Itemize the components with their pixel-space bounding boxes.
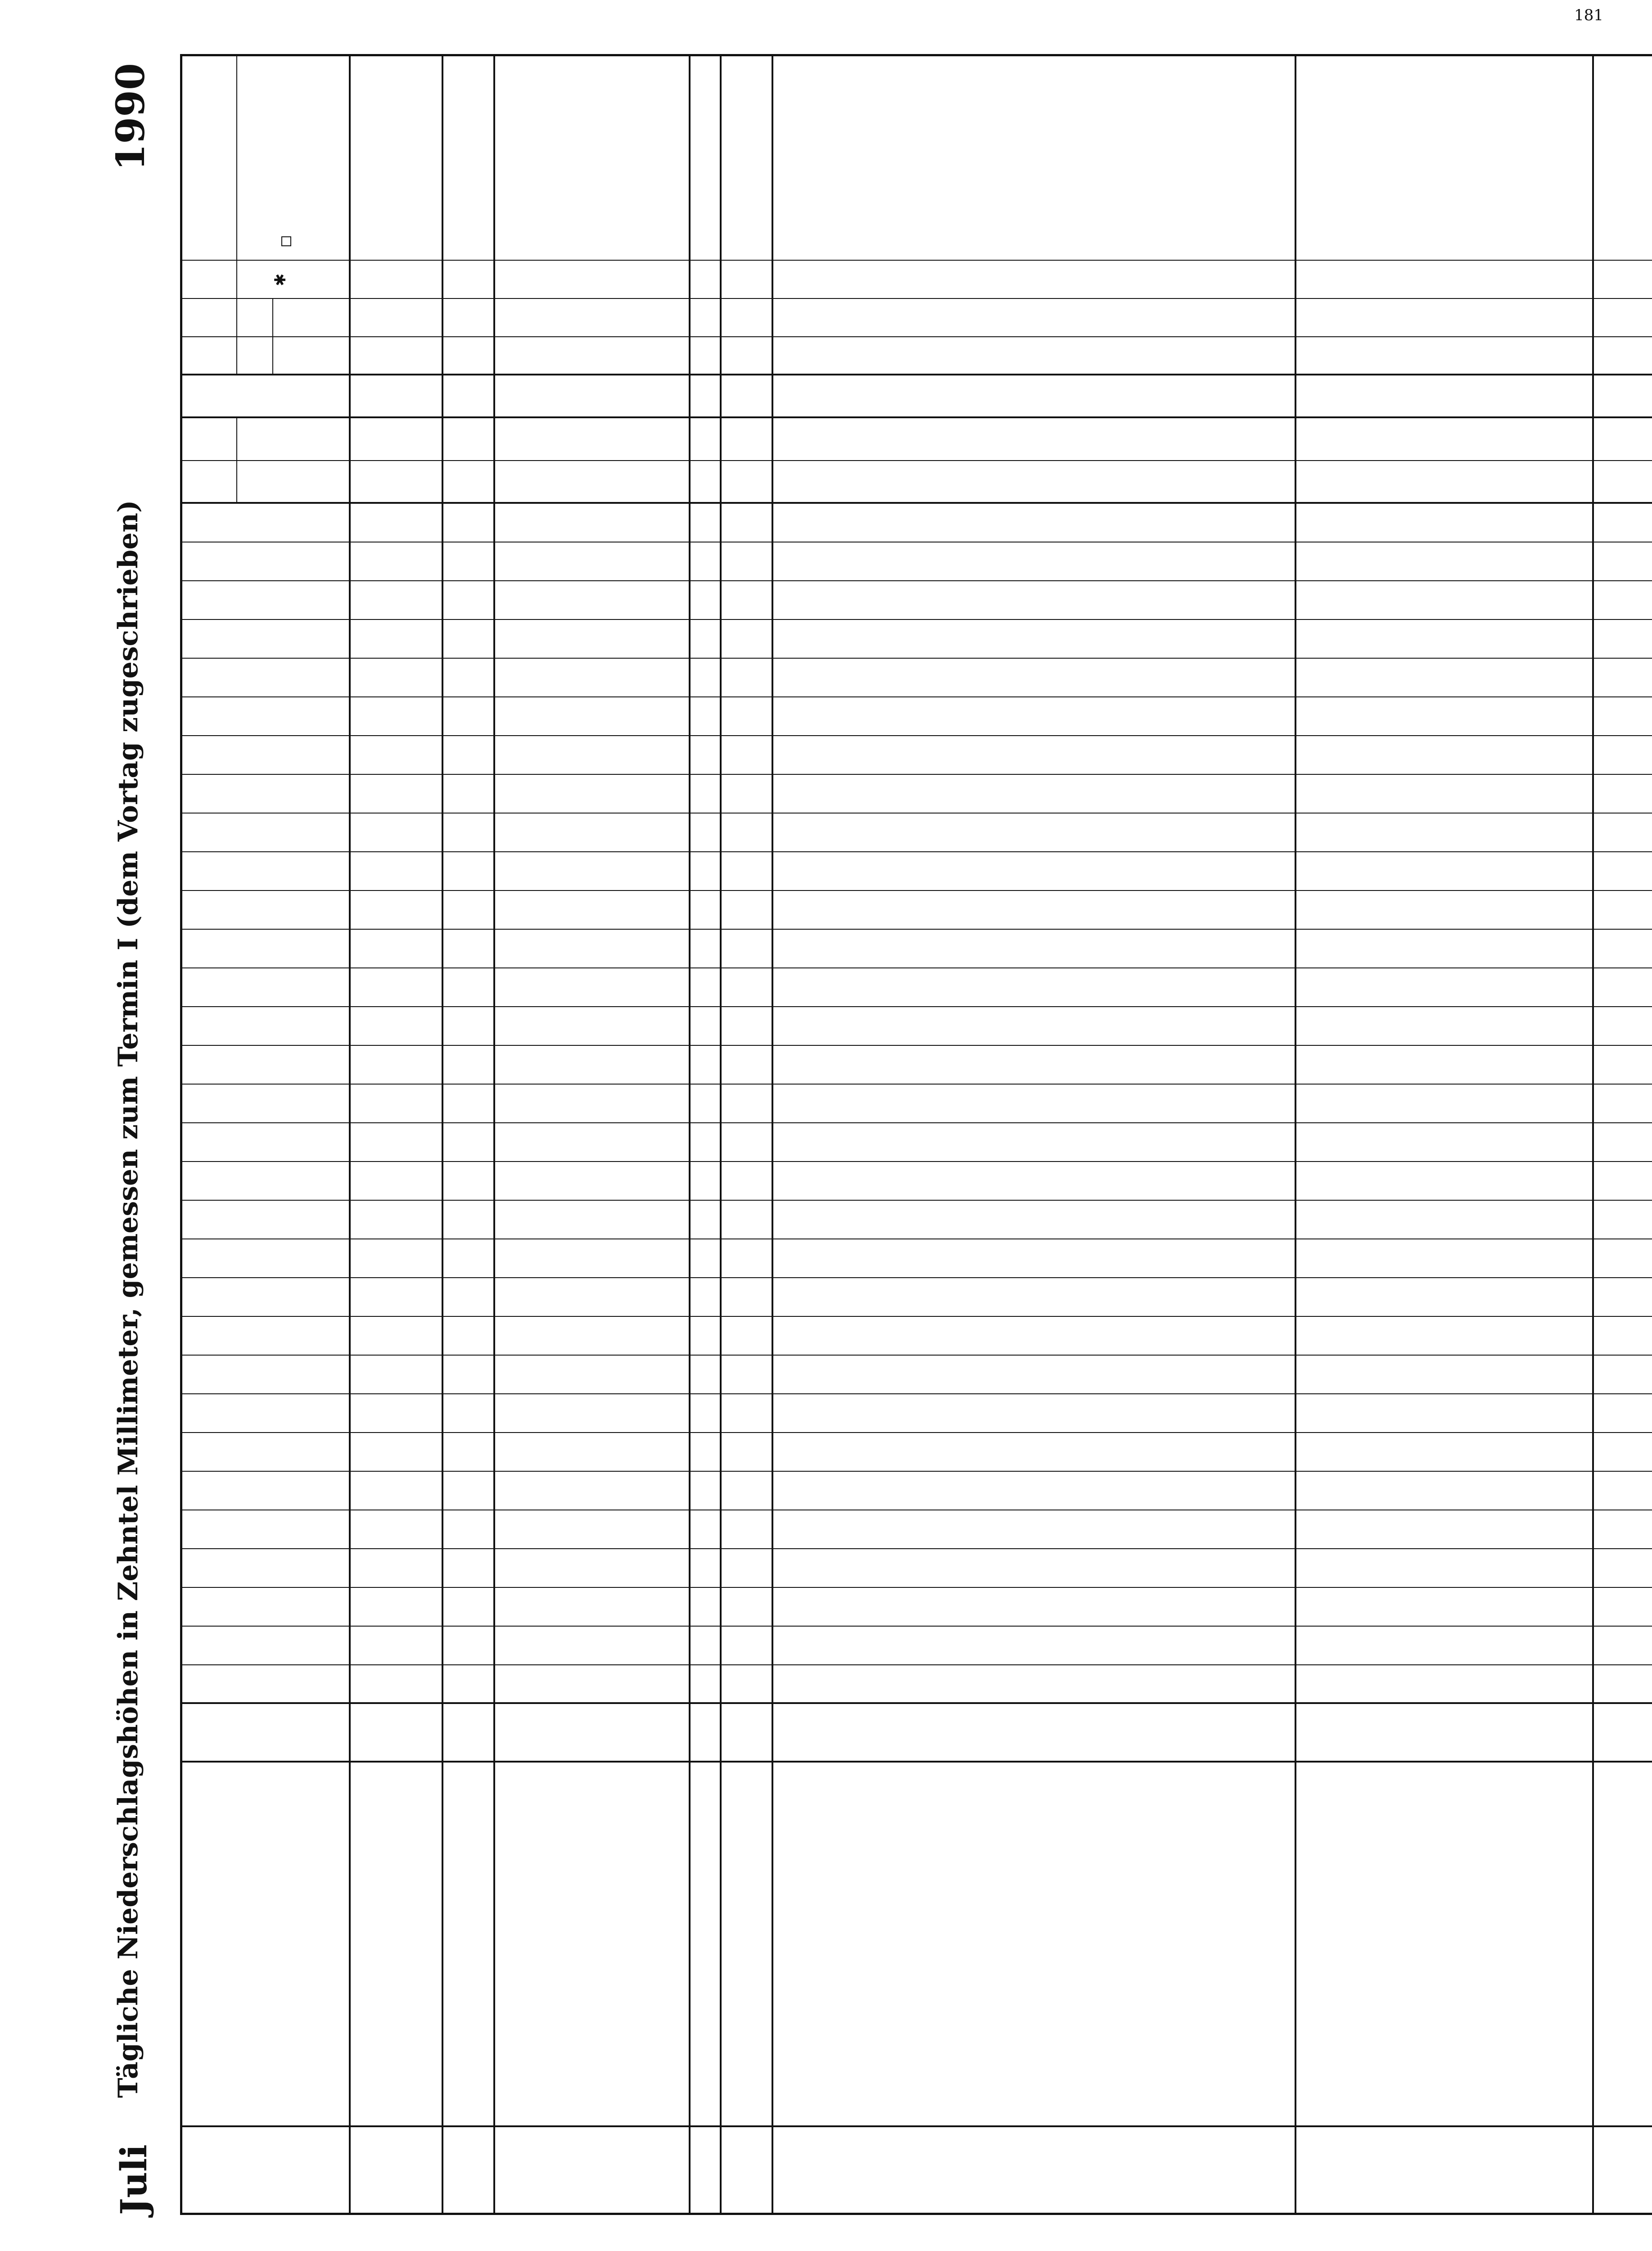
row-rule (493, 56, 495, 2213)
row-rule (349, 56, 351, 2213)
column-rule (182, 1084, 1652, 1085)
rotated-table-page (95, 54, 1652, 2215)
column-rule (182, 967, 1652, 968)
column-rule (182, 1355, 1652, 1356)
column-rule (182, 1626, 1652, 1627)
row-rule (720, 56, 722, 2213)
title-bar (95, 54, 176, 2215)
column-rule (182, 1393, 1652, 1394)
data-table (180, 54, 1652, 2215)
row-rule (689, 56, 691, 2213)
column-rule (182, 336, 1652, 337)
column-rule (182, 1122, 1652, 1123)
column-rule (182, 1316, 1652, 1317)
column-rule (182, 1277, 1652, 1278)
column-rule (182, 774, 1652, 775)
column-rule (182, 1761, 1652, 1763)
basin-label (1301, 2127, 1586, 2213)
column-rule (182, 851, 1652, 852)
basin-label (778, 2127, 1288, 2213)
thunder-box-icon (281, 236, 291, 246)
column-rule (182, 416, 1652, 418)
column-rule (182, 1200, 1652, 1201)
column-rule (182, 260, 1652, 261)
row-rule (772, 56, 773, 2213)
column-rule (182, 1045, 1652, 1046)
row-rule (236, 56, 237, 375)
column-rule (182, 502, 1652, 504)
column-rule (182, 1587, 1652, 1588)
column-rule (182, 696, 1652, 697)
column-rule (182, 580, 1652, 581)
basin-label (695, 2127, 714, 2213)
column-rule (182, 1548, 1652, 1549)
column-rule (182, 298, 1652, 299)
page-number: 181 (1574, 6, 1603, 24)
column-rule (182, 929, 1652, 930)
column-rule (182, 813, 1652, 814)
row-rule (442, 56, 443, 2213)
column-rule (182, 1006, 1652, 1007)
table-title: Tägliche Niederschlagshöhen in Zehntel Millimeter, gemessen zum Termin I (dem Vortag zugeschrieben) (113, 500, 144, 2098)
snow-icon: ✱ (271, 273, 289, 286)
basin-label (355, 2127, 435, 2213)
month-label: Juli (113, 2144, 155, 2215)
row-rule (1295, 56, 1296, 2213)
column-rule (182, 1432, 1652, 1433)
row-rule (272, 299, 273, 375)
basin-label (448, 2127, 487, 2213)
column-rule (182, 890, 1652, 891)
column-rule (182, 374, 1652, 375)
column-rule (182, 1664, 1652, 1665)
column-rule (182, 460, 1652, 461)
row-rule (236, 418, 237, 504)
column-rule (182, 658, 1652, 659)
column-rule (182, 619, 1652, 620)
column-rule (182, 735, 1652, 736)
year-label: 1990 (108, 63, 153, 171)
basin-label (726, 2127, 765, 2213)
column-rule (182, 1471, 1652, 1472)
column-rule (182, 1161, 1652, 1162)
row-rule (1592, 56, 1594, 2213)
column-rule (182, 1702, 1652, 1704)
basin-label (500, 2127, 682, 2213)
